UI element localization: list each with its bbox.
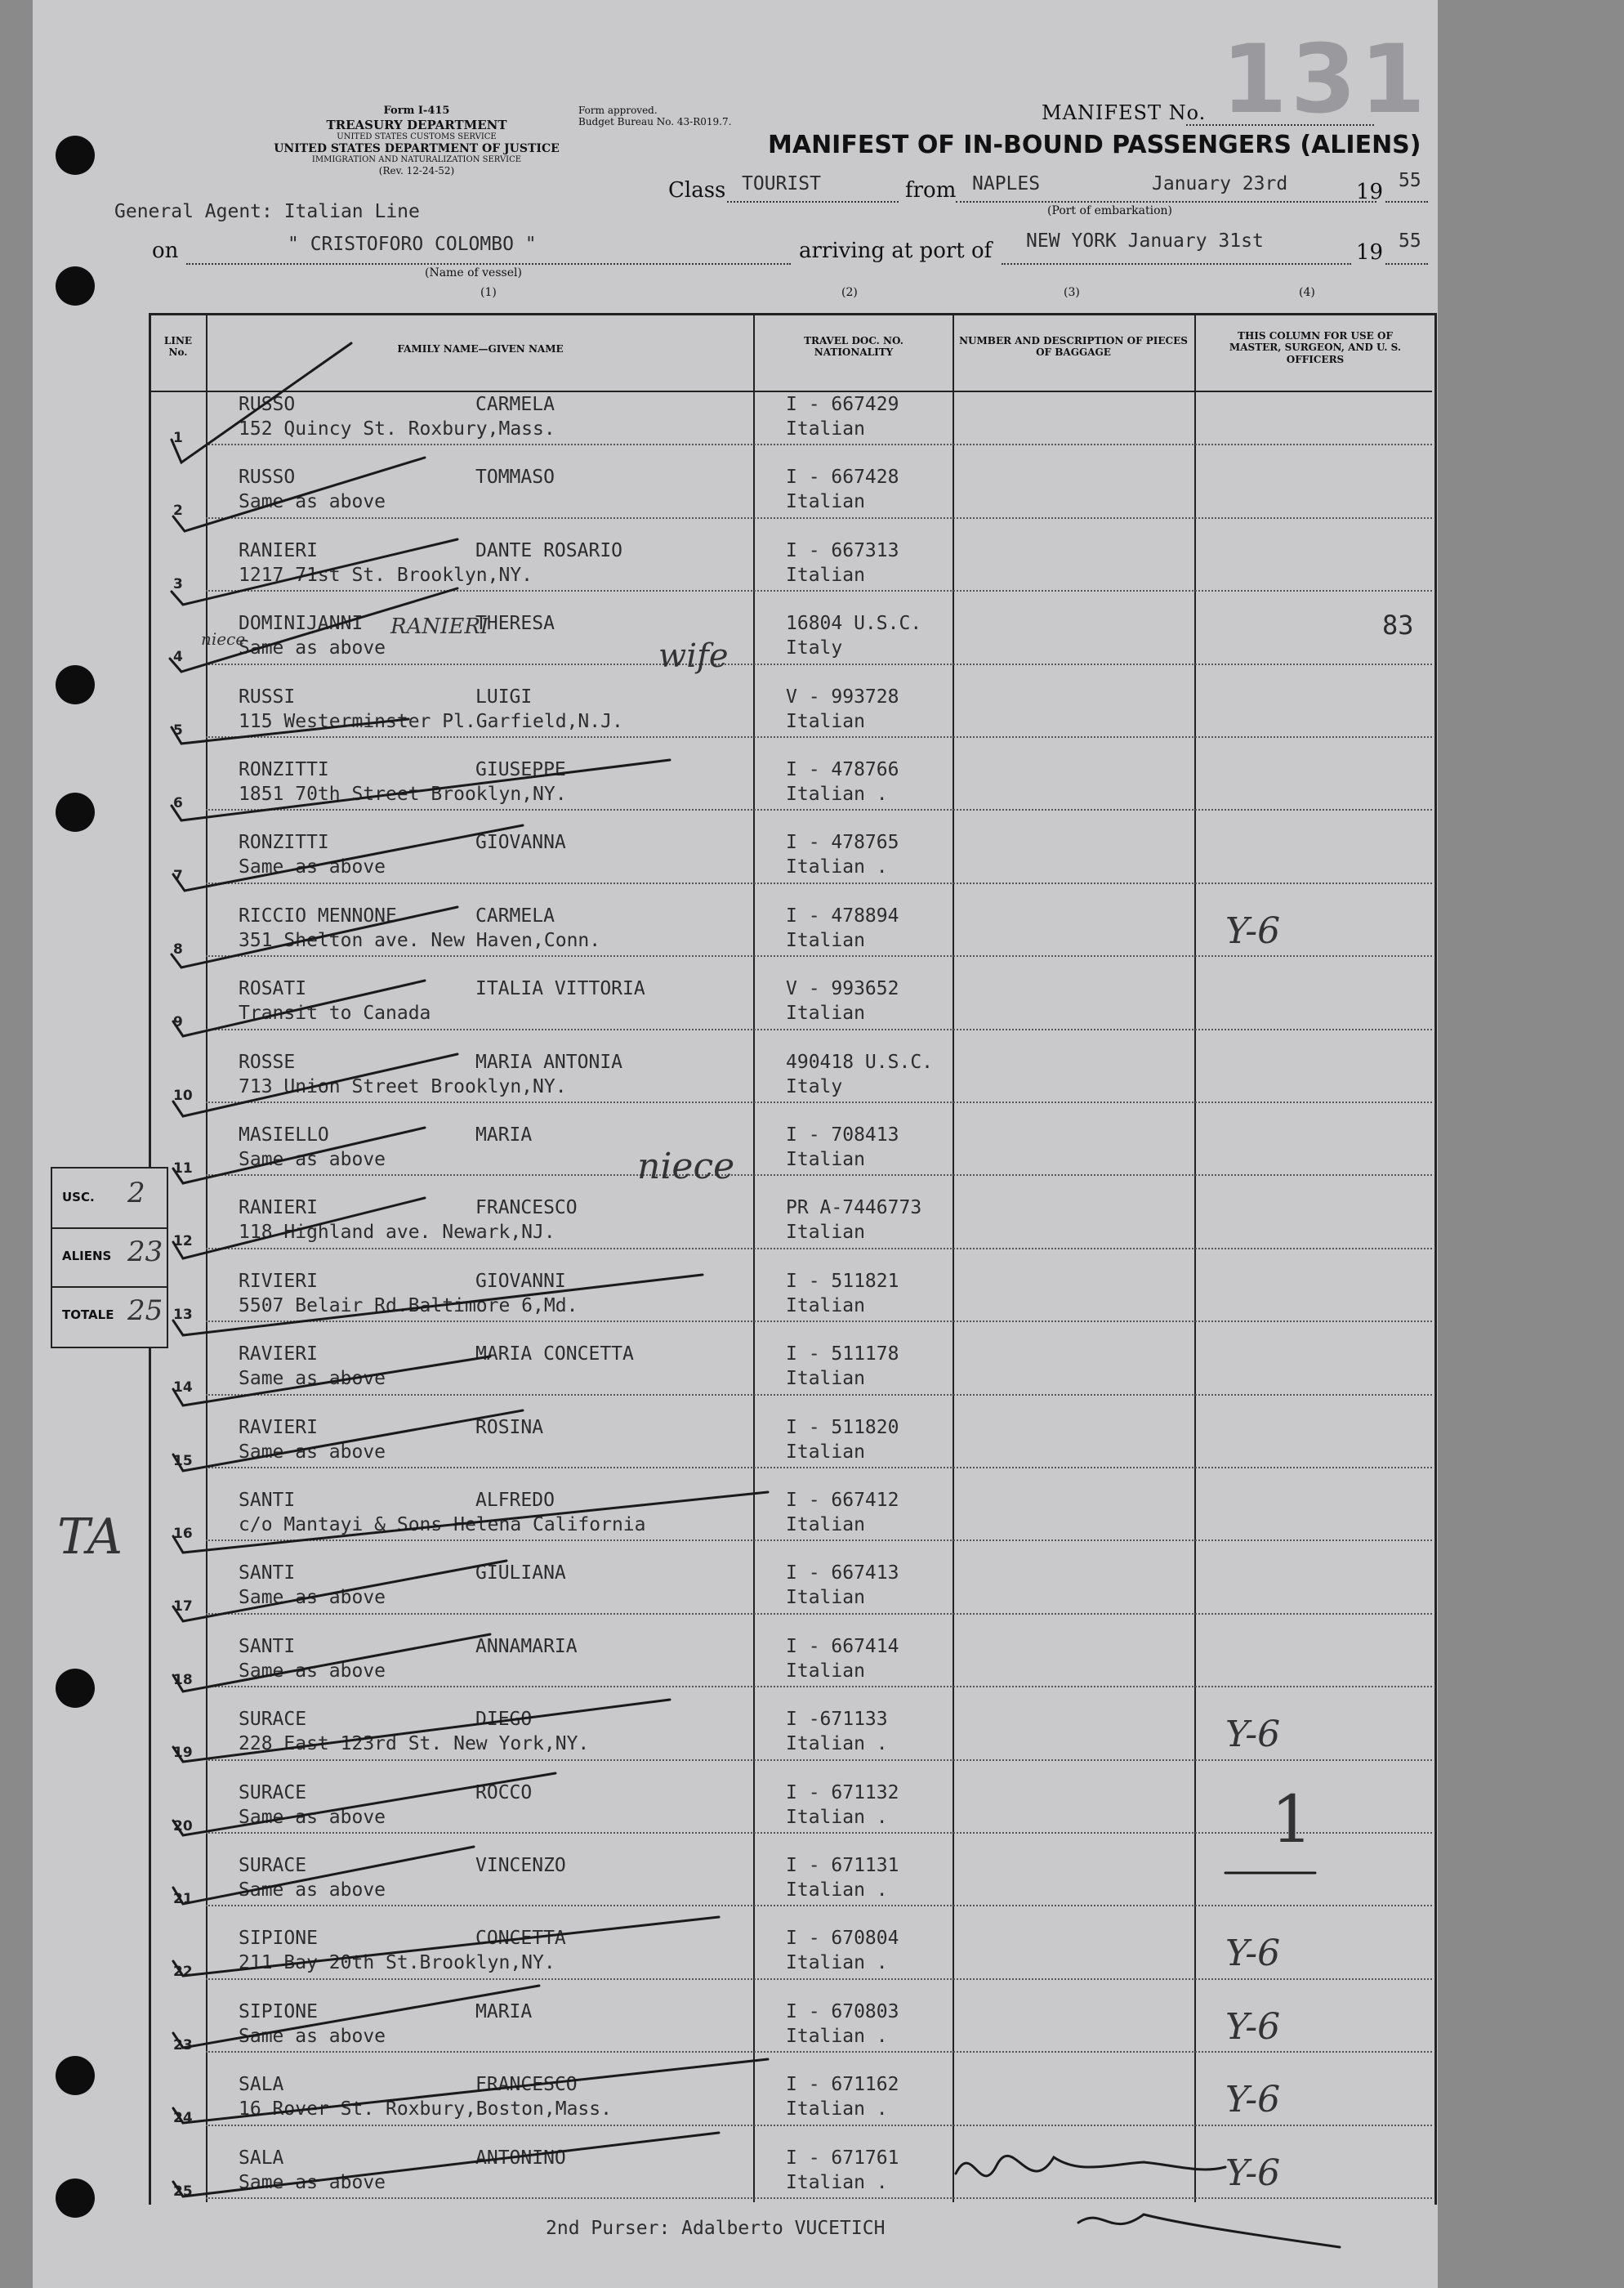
- family-name: SANTI: [239, 1635, 296, 1657]
- budget-bureau: Budget Bureau No. 43-R019.7.: [578, 116, 732, 128]
- given-name: CONCETTA: [475, 1928, 566, 1950]
- given-name: GIOVANNI: [475, 1270, 566, 1292]
- address: Same as above: [239, 1368, 386, 1390]
- address: Same as above: [239, 491, 386, 513]
- family-name: SURACE: [239, 1709, 307, 1731]
- given-name: THERESA: [475, 613, 555, 635]
- family-name: RAVIERI: [239, 1416, 318, 1438]
- given-name: DIEGO: [475, 1709, 533, 1731]
- address: Same as above: [239, 1149, 386, 1170]
- given-name: ANNAMARIA: [475, 1635, 578, 1657]
- travel-doc-number: I - 667428: [786, 467, 899, 489]
- check-mark: [173, 825, 523, 891]
- given-name: FRANCESCO: [475, 2074, 578, 2096]
- check-mark: [173, 1986, 539, 2048]
- departure-year-prefix: 19: [1356, 180, 1384, 204]
- form-approved: Form approved.: [578, 105, 658, 116]
- travel-doc-number: I - 671162: [786, 2074, 899, 2096]
- row4-margin-note: niece: [201, 629, 246, 649]
- travel-doc-number: I - 670803: [786, 2000, 899, 2022]
- line-number: 9: [173, 1014, 183, 1031]
- on-label: on: [152, 239, 179, 263]
- line-number: 7: [173, 868, 183, 885]
- aliens-value: 23: [127, 1236, 163, 1268]
- check-mark: [173, 458, 425, 531]
- given-name: ROCCO: [475, 1781, 533, 1803]
- address: Same as above: [239, 1587, 386, 1609]
- family-name: SIPIONE: [239, 2000, 318, 2022]
- check-mark: [173, 2133, 719, 2196]
- check-mark: [173, 981, 425, 1036]
- given-name: GIOVANNA: [475, 832, 566, 854]
- address: Same as above: [239, 856, 386, 878]
- line-number: 4: [173, 649, 183, 666]
- justice-department: UNITED STATES DEPARTMENT OF JUSTICE: [274, 141, 560, 155]
- check-mark: [173, 1561, 506, 1621]
- travel-doc-number: I - 667429: [786, 394, 899, 415]
- check-mark: [173, 1128, 425, 1183]
- nationality: Italian: [786, 1441, 865, 1463]
- check-mark: [172, 760, 670, 820]
- line-number: 17: [173, 1598, 193, 1615]
- nationality: Italian .: [786, 784, 888, 805]
- line-number: 6: [173, 795, 183, 811]
- customs-service: UNITED STATES CUSTOMS SERVICE: [337, 132, 497, 141]
- family-name: SIPIONE: [239, 1928, 318, 1950]
- treasury-department: TREASURY DEPARTMENT: [326, 117, 507, 132]
- given-name: TOMMASO: [475, 467, 555, 489]
- port-of-embarkation-label: (Port of embarkation): [1047, 204, 1172, 217]
- usc-label: USC.: [62, 1190, 95, 1204]
- row4-code: 83: [1382, 610, 1414, 641]
- travel-doc-number: 16804 U.S.C.: [786, 613, 922, 635]
- travel-doc-number: I - 667413: [786, 1562, 899, 1584]
- given-name: CARMELA: [475, 394, 555, 415]
- given-name: DANTE ROSARIO: [475, 539, 623, 561]
- check-mark: [173, 1492, 768, 1553]
- check-mark: [172, 343, 351, 463]
- given-name: MARIA CONCETTA: [475, 1343, 634, 1365]
- address: 152 Quincy St. Roxbury,Mass.: [239, 418, 555, 440]
- address: 5507 Belair Rd.Baltimore 6,Md.: [239, 1294, 578, 1316]
- nationality: Italian: [786, 1368, 865, 1390]
- family-name: RAVIERI: [239, 1343, 318, 1365]
- class-value: TOURIST: [742, 173, 821, 194]
- departure-port: NAPLES: [972, 173, 1041, 194]
- check-mark: [173, 1700, 670, 1762]
- row4-handwritten-name: RANIERI: [390, 614, 489, 639]
- arrival-year-prefix: 19: [1356, 240, 1384, 265]
- form-revision: (Rev. 12-24-52): [378, 165, 455, 177]
- total-label: TOTALE: [62, 1307, 114, 1322]
- page-title: MANIFEST OF IN-BOUND PASSENGERS (ALIENS): [768, 131, 1421, 159]
- address: 713 Union Street Brooklyn,NY.: [239, 1075, 567, 1097]
- officer-note: Y-6: [1225, 2005, 1281, 2048]
- travel-doc-number: I - 671132: [786, 1781, 899, 1803]
- arrival-port-date: NEW YORK January 31st: [1026, 230, 1264, 252]
- address: 211 Bay 20th St.Brooklyn,NY.: [239, 1952, 555, 1974]
- address: Same as above: [239, 1806, 386, 1828]
- margin-ta: TA: [57, 1508, 123, 1566]
- check-mark: [172, 907, 457, 967]
- check-mark: [173, 1634, 490, 1691]
- line-number: 22: [173, 1964, 193, 1981]
- travel-doc-number: I - 511178: [786, 1343, 899, 1365]
- form-number: Form I-415: [383, 105, 450, 117]
- address: Same as above: [239, 1879, 386, 1901]
- travel-doc-number: I - 478765: [786, 832, 899, 854]
- check-mark: [172, 539, 457, 605]
- line-number: 8: [173, 941, 183, 958]
- travel-doc-number: I - 708413: [786, 1124, 899, 1146]
- line-number: 14: [173, 1379, 193, 1396]
- given-name: ALFREDO: [475, 1490, 555, 1511]
- line-number: 10: [173, 1087, 193, 1104]
- address: Same as above: [239, 2171, 386, 2193]
- nationality: Italian: [786, 418, 865, 440]
- nationality: Italian .: [786, 2098, 888, 2120]
- family-name: RIVIERI: [239, 1270, 318, 1292]
- second-purser: 2nd Purser: Adalberto VUCETICH: [546, 2218, 886, 2239]
- family-name: MASIELLO: [239, 1124, 329, 1146]
- family-name: RANIERI: [239, 539, 318, 561]
- manifest-number: 131: [1221, 25, 1430, 135]
- general-agent: General Agent: Italian Line: [114, 201, 420, 222]
- line-number: 15: [173, 1452, 193, 1469]
- travel-doc-number: I - 671761: [786, 2147, 899, 2169]
- check-mark: [173, 1917, 719, 1976]
- given-name: MARIA: [475, 1124, 533, 1146]
- line-number: 3: [173, 575, 183, 592]
- column-number: (1): [480, 286, 497, 299]
- nationality: Italian .: [786, 856, 888, 878]
- family-name: RICCIO MENNONE: [239, 905, 397, 927]
- check-mark: [173, 1410, 523, 1471]
- address: c/o Mantayi & Sons Helena California: [239, 1514, 646, 1535]
- from-label: from: [905, 178, 957, 203]
- nationality: Italian: [786, 1294, 865, 1316]
- usc-value: 2: [127, 1177, 145, 1209]
- family-name: SURACE: [239, 1855, 307, 1876]
- travel-doc-number: I - 478766: [786, 759, 899, 780]
- travel-doc-number: I -671133: [786, 1709, 888, 1731]
- nationality: Italian .: [786, 1879, 888, 1901]
- check-mark: [173, 2059, 768, 2123]
- nationality: Italian: [786, 1587, 865, 1609]
- aliens-label: ALIENS: [62, 1249, 112, 1263]
- nationality: Italian .: [786, 1733, 888, 1755]
- manifest-no-label: MANIFEST No.: [1042, 101, 1207, 124]
- column-number: (4): [1299, 286, 1315, 299]
- line-number: 21: [173, 1891, 193, 1907]
- nationality: Italy: [786, 637, 843, 659]
- given-name: ANTONINO: [475, 2147, 566, 2169]
- line-number: 16: [173, 1526, 193, 1542]
- total-value: 25: [127, 1294, 163, 1327]
- signature-stroke: [956, 2156, 1225, 2175]
- line-number: 11: [173, 1160, 193, 1177]
- vessel-label: (Name of vessel): [425, 266, 522, 279]
- travel-doc-header: TRAVEL DOC. NO. NATIONALITY: [804, 335, 903, 359]
- departure-date: January 23rd: [1152, 173, 1288, 194]
- line-number: 19: [173, 1745, 193, 1762]
- line-number: 12: [173, 1233, 193, 1250]
- line-number: 25: [173, 2183, 193, 2200]
- check-mark: [170, 588, 457, 672]
- travel-doc-number: I - 667313: [786, 539, 899, 561]
- address: Same as above: [239, 637, 386, 659]
- family-name: RUSSO: [239, 467, 296, 489]
- nationality: Italian: [786, 710, 865, 732]
- officer-note: Y-6: [1225, 1714, 1281, 1756]
- given-name: CARMELA: [475, 905, 555, 927]
- travel-doc-number: 490418 U.S.C.: [786, 1051, 934, 1073]
- address: 1217 71st St. Brooklyn,NY.: [239, 564, 533, 586]
- nationality: Italian: [786, 1003, 865, 1025]
- nationality: Italian: [786, 929, 865, 951]
- immigration-service: IMMIGRATION AND NATURALIZATION SERVICE: [311, 155, 522, 165]
- nationality: Italian: [786, 491, 865, 513]
- nationality: Italian: [786, 564, 865, 586]
- family-name: RUSSI: [239, 686, 296, 708]
- family-name: RONZITTI: [239, 832, 329, 854]
- line-number: 13: [173, 1306, 193, 1323]
- travel-doc-number: I - 667414: [786, 1635, 899, 1657]
- address: 16 Rover St. Roxbury,Boston,Mass.: [239, 2098, 612, 2120]
- address: Same as above: [239, 1660, 386, 1682]
- nationality: Italian .: [786, 2025, 888, 2047]
- column-number: (2): [841, 286, 858, 299]
- check-mark: [172, 719, 408, 744]
- address: 228 East 123rd St. New York,NY.: [239, 1733, 590, 1755]
- officer-note: Y-6: [1225, 2152, 1281, 2194]
- column-number: (3): [1064, 286, 1080, 299]
- vessel-name: " CRISTOFORO COLOMBO ": [288, 234, 537, 255]
- departure-year: 55: [1399, 170, 1421, 191]
- address: 351 Shelton ave. New Haven,Conn.: [239, 929, 601, 951]
- family-name: SANTI: [239, 1562, 296, 1584]
- family-name: RANIERI: [239, 1197, 318, 1219]
- check-mark: [173, 1275, 703, 1335]
- officer-note: Y-6: [1225, 909, 1281, 952]
- given-name: LUIGI: [475, 686, 533, 708]
- given-name: GIULIANA: [475, 1562, 566, 1584]
- address: Transit to Canada: [239, 1003, 431, 1025]
- check-mark: [173, 1198, 425, 1258]
- family-name: SANTI: [239, 1490, 296, 1511]
- travel-doc-number: V - 993728: [786, 686, 899, 708]
- address: Same as above: [239, 2025, 386, 2047]
- arriving-label: arriving at port of: [799, 239, 993, 263]
- baggage-header: NUMBER AND DESCRIPTION OF PIECES OF BAGGAGE: [959, 335, 1188, 359]
- officer-note: Y-6: [1225, 1933, 1281, 1975]
- signature-stroke: [1078, 2214, 1340, 2247]
- check-mark: [173, 1051, 457, 1116]
- family-name: ROSATI: [239, 978, 307, 1000]
- given-name: FRANCESCO: [475, 1197, 578, 1219]
- line-number: 5: [173, 722, 183, 739]
- nationality: Italian .: [786, 1806, 888, 1828]
- address: 118 Highland ave. Newark,NJ.: [239, 1222, 555, 1244]
- line-no-header: LINE No.: [163, 335, 193, 359]
- travel-doc-number: PR A-7446773: [786, 1197, 922, 1219]
- travel-doc-number: I - 671131: [786, 1855, 899, 1876]
- travel-doc-number: I - 478894: [786, 905, 899, 927]
- officer-note: Y-6: [1225, 2079, 1281, 2121]
- nationality: Italian: [786, 1514, 865, 1535]
- nationality: Italy: [786, 1075, 843, 1097]
- nationality: Italian .: [786, 1952, 888, 1974]
- officers-header: THIS COLUMN FOR USE OF MASTER, SURGEON, AND U. S. OFFICERS: [1229, 330, 1402, 365]
- line-number: 23: [173, 2036, 193, 2053]
- family-name: SALA: [239, 2147, 284, 2169]
- travel-doc-number: V - 993652: [786, 978, 899, 1000]
- class-label: Class: [668, 178, 726, 203]
- travel-doc-number: I - 511821: [786, 1270, 899, 1292]
- given-name: MARIA ANTONIA: [475, 1051, 623, 1073]
- travel-doc-number: I - 667412: [786, 1490, 899, 1511]
- line-number: 2: [173, 503, 183, 520]
- address: 1851 70th Street Brooklyn,NY.: [239, 784, 567, 805]
- given-name: GIUSEPPE: [475, 759, 566, 780]
- nationality: Italian: [786, 1660, 865, 1682]
- line-number: 24: [173, 2110, 193, 2127]
- arrival-year: 55: [1399, 230, 1421, 252]
- row20-mark: 1: [1271, 1781, 1313, 1857]
- family-name: SALA: [239, 2074, 284, 2096]
- line-number: 20: [173, 1817, 193, 1834]
- family-name: ROSSE: [239, 1051, 296, 1073]
- address: Same as above: [239, 1441, 386, 1463]
- family-name: RUSSO: [239, 394, 296, 415]
- row4-handwritten-note: wife: [658, 637, 729, 675]
- travel-doc-number: I - 670804: [786, 1928, 899, 1950]
- given-name: MARIA: [475, 2000, 533, 2022]
- check-mark: [173, 1847, 474, 1904]
- given-name: ITALIA VITTORIA: [475, 978, 645, 1000]
- line-number: 18: [173, 1671, 193, 1688]
- name-header: FAMILY NAME—GIVEN NAME: [397, 343, 564, 355]
- nationality: Italian: [786, 1149, 865, 1170]
- address: 115 Westerminster Pl.Garfield,N.J.: [239, 710, 623, 732]
- row11-note: niece: [637, 1146, 735, 1187]
- given-name: VINCENZO: [475, 1855, 566, 1876]
- check-mark: [173, 1356, 490, 1405]
- family-name: SURACE: [239, 1781, 307, 1803]
- check-mark: [173, 1773, 555, 1835]
- family-name: RONZITTI: [239, 759, 329, 780]
- nationality: Italian .: [786, 2171, 888, 2193]
- given-name: ROSINA: [475, 1416, 544, 1438]
- nationality: Italian: [786, 1222, 865, 1244]
- line-number: 1: [173, 430, 183, 446]
- family-name: DOMINIJANNI: [239, 613, 364, 635]
- travel-doc-number: I - 511820: [786, 1416, 899, 1438]
